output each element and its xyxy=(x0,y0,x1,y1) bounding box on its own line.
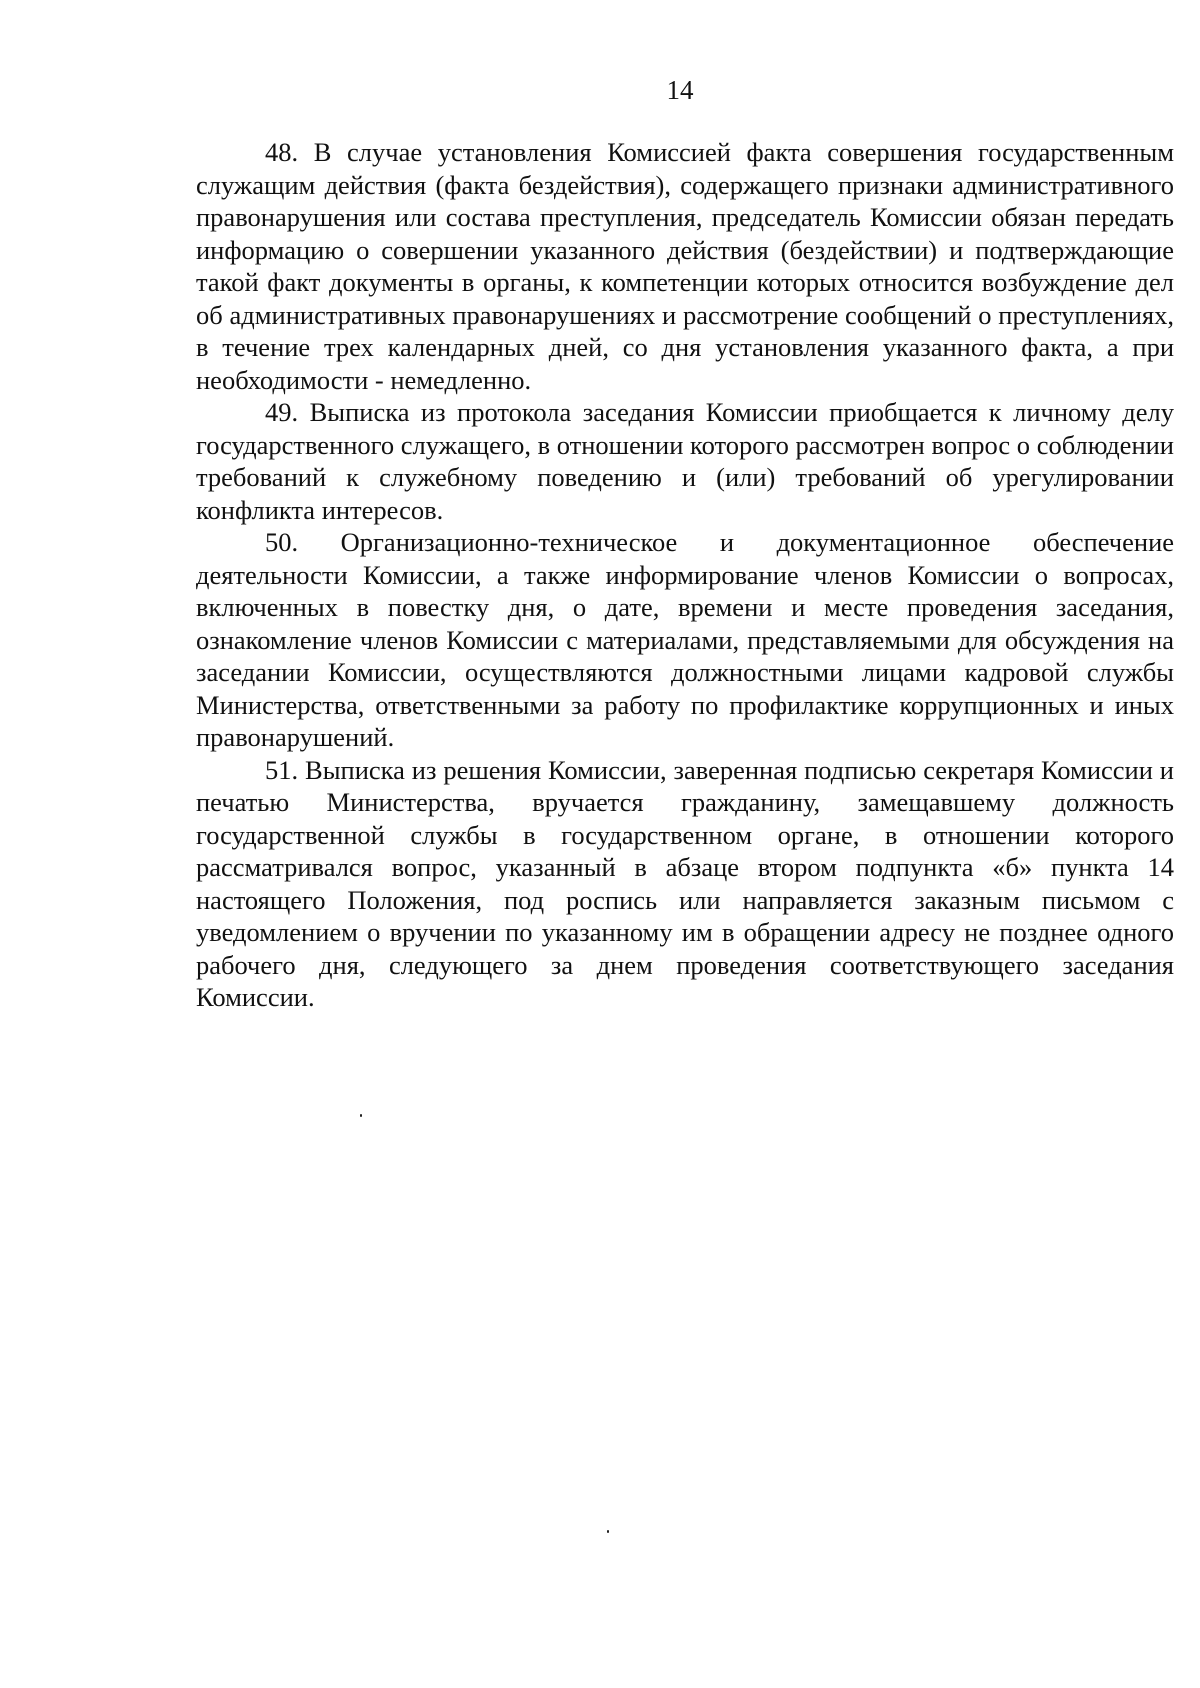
paragraph-text: Выписка из протокола заседания Комиссии приобщается к личному делу государственного служащего, в отношении которого рассмотрен вопрос о соблюдении требований к служебному поведению и (или) требований об урегулировании конфликта интересов. xyxy=(196,397,1175,525)
paragraph-text: Организационно-техническое и документационное обеспечение деятельности Комиссии, а также информирование членов Комиссии о вопросах, включенных в повестку дня, о дате, времени и месте проведения заседания, ознакомление членов Комиссии с материалами, представляемыми для обсуждения на заседании Комиссии, осуществляются должностными лицами кадровой службы Министерства, ответственными за работу по профилактике коррупционных и иных правонарушений. xyxy=(196,527,1175,752)
paragraph-49 xyxy=(196,396,1174,526)
scan-speck xyxy=(360,1114,362,1117)
page-number: 14 xyxy=(666,75,694,105)
paragraph-text: В случае установления Комиссией факта совершения государственным служащим действия (факта бездействия), содержащего признаки административного правонарушения или состава преступления, председатель Комиссии обязан передать информацию о совершении указанного действия (бездействии) и подтверждающие такой факт документы в органы, к компетенции которых относится возбуждение дел об административных правонарушениях и рассмотрение сообщений о преступлениях, в течение трех календарных дней, со дня установления указанного факта, а при необходимости - немедленно. xyxy=(196,137,1174,395)
paragraph-number: 50. xyxy=(265,527,299,557)
paragraph-number: 49. xyxy=(265,397,299,427)
document-body xyxy=(196,136,1174,1014)
paragraph-number: 48. xyxy=(265,137,299,167)
paragraph-51 xyxy=(196,754,1174,1014)
paragraph-number: 51. xyxy=(265,754,299,785)
scan-speck xyxy=(607,1530,609,1533)
paragraph-50 xyxy=(196,526,1174,754)
paragraph-text: Выписка из решения Комиссии, заверенная подписью секретаря Комиссии и печатью Министерства, вручается гражданину, замещавшему должность государственной службы в государственном органе, в отношении которого рассматривался вопрос, указанный в абзаце втором подпункта «б» пункта 14 настоящего Положения, под роспись или направляется заказным письмом с уведомлением о вручении по указанному им в обращении адресу не позднее одного рабочего дня, следующего за днем проведения соответствующего заседания Комиссии. xyxy=(196,754,1174,1012)
paragraph-48 xyxy=(196,136,1174,396)
